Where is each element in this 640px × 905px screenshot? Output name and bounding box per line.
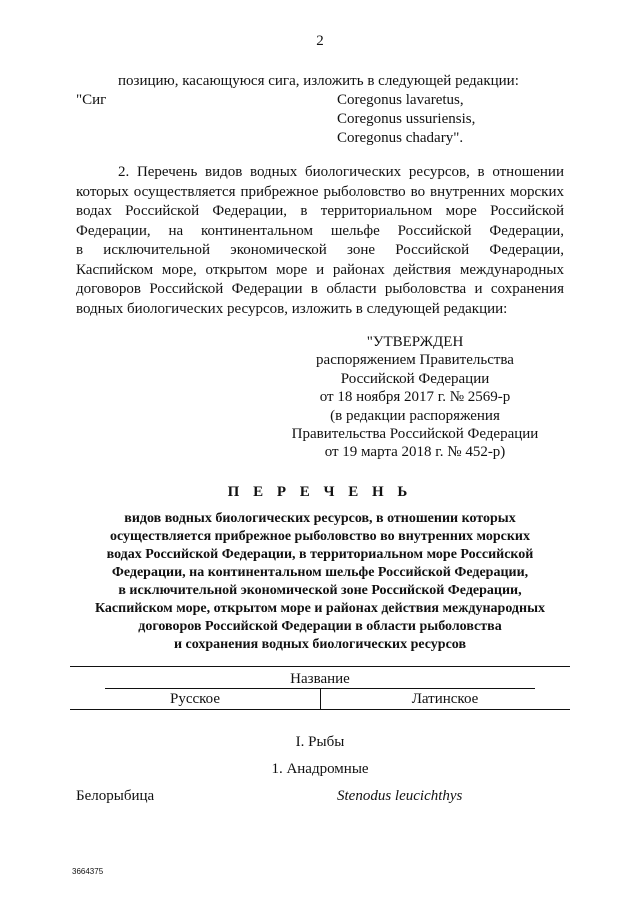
table-bottom-rule <box>70 709 570 710</box>
footer-code: 3664375 <box>72 867 104 876</box>
section-title: I. Рыбы <box>295 734 345 750</box>
document-heading: П Е Р Е Ч Е Н Ь <box>227 484 413 500</box>
page-number: 2 <box>316 33 324 49</box>
document-subtitle <box>70 510 570 654</box>
approval-line: от 18 ноября 2017 г. № 2569-р <box>319 389 511 406</box>
subtitle-line: договоров Российской Федерации в области рыболовства <box>138 619 502 634</box>
sig-latin-1: Coregonus lavaretus, <box>337 92 464 108</box>
entry-russian: Белорыбица <box>76 788 155 804</box>
sig-latin-2: Coregonus ussuriensis, <box>337 111 476 127</box>
table-column-latin: Латинское <box>411 691 479 707</box>
subtitle-line: осуществляется прибрежное рыболовство во внутренних морских <box>110 529 530 544</box>
approval-line: Правительства Российской Федерации <box>291 426 539 443</box>
sig-russian: "Сиг <box>76 92 107 108</box>
subtitle-line: в исключительной экономической зоне Российской Федерации, <box>118 583 522 598</box>
approval-line: распоряжением Правительства <box>316 352 514 369</box>
paragraph-line: которых осуществляется прибрежное рыболовство во внутренних морских <box>76 183 564 200</box>
table-header-name: Название <box>290 671 350 687</box>
intro-line: позицию, касающуюся сига, изложить в следующей редакции: <box>118 73 519 89</box>
paragraph-line: водных биологических ресурсов, изложить в следующей редакции: <box>76 300 508 317</box>
subtitle-line: и сохранения водных биологических ресурсов <box>173 637 467 652</box>
entry-latin: Stenodus leucichthys <box>337 788 463 804</box>
paragraph-line: Федерации, на континентальном шельфе Российской Федерации, <box>76 222 564 239</box>
approval-block <box>285 333 545 462</box>
names-table-header <box>70 666 570 710</box>
approval-line: Российской Федерации <box>340 370 490 387</box>
subtitle-line: Федерации, на континентальном шельфе Российской Федерации, <box>111 565 529 580</box>
subtitle-line: Каспийском море, открытом море и районах действия международных <box>94 601 546 616</box>
paragraph-line: в исключительной экономической зоне Российской Федерации, <box>76 242 564 258</box>
subsection-title: 1. Анадромные <box>271 761 369 777</box>
paragraph-line: Каспийском море, открытом море и районах действия международных <box>76 261 564 278</box>
paragraph-line: договоров Российской Федерации в области рыболовства и сохранения <box>76 281 564 297</box>
approval-line: "УТВЕРЖДЕН <box>366 334 464 350</box>
sig-latin-3: Coregonus chadary". <box>337 130 464 146</box>
subtitle-line: видов водных биологических ресурсов, в отношении которых <box>124 511 516 526</box>
paragraph-line: 2. Перечень видов водных биологических ресурсов, в отношении <box>118 164 564 180</box>
paragraph-line: водах Российской Федерации, в территориальном море Российской <box>76 203 564 219</box>
subtitle-line: водах Российской Федерации, в территориальном море Российской <box>106 547 534 562</box>
table-column-russian: Русское <box>169 691 221 707</box>
paragraph-2 <box>76 163 564 319</box>
approval-line: от 19 марта 2018 г. № 452-р) <box>324 444 506 461</box>
table-top-rule <box>70 666 570 667</box>
approval-line: (в редакции распоряжения <box>330 407 500 424</box>
